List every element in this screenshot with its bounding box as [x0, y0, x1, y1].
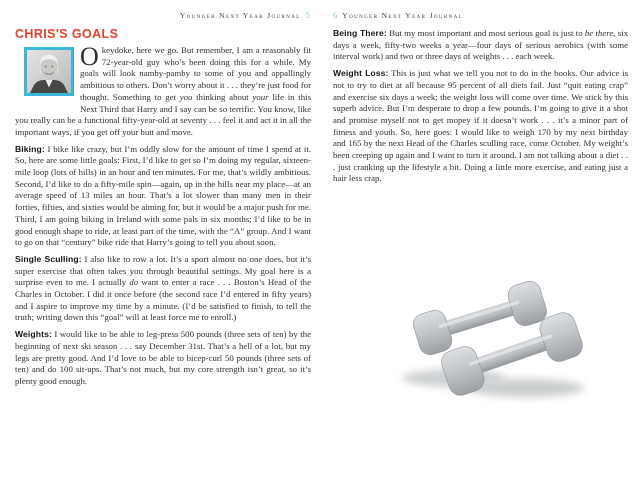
- left-page-goal-sections: [15, 144, 311, 388]
- running-head-title: Younger Next Year Journal: [179, 11, 301, 20]
- right-page-body: [333, 28, 628, 185]
- right-running-head: [333, 10, 463, 20]
- italic-text: you: [179, 91, 193, 102]
- goal-paragraph: [15, 144, 311, 249]
- body-text: I bike like crazy, but I’m oddly slow for the amount of time I spend at it. So, here are some little goals: First, I’d like to get so I’m doing my regular, sixteen-mile loop (lots of hills) in an hour and ten minutes. For me, that’s wildly ambitious. Second, I’d like to do a fifty-mile spin—again, up in the hills near my place—at an average speed of 13 miles an hour. That’s a lot slower than many men in their forties, fifties, and sixties would be aiming for, but it would be a major push for me. Third, I am going biking in Ireland with some pals in six months; I’d like to be in good enough shape to ride, at least part of the time, with the “A” group. And I want to go on that “century” bike ride that Harry’s going to tell you about soon.: [15, 143, 311, 248]
- left-running-head: [180, 10, 310, 20]
- body-text: But my most important and most serious goal is just to: [386, 28, 585, 38]
- goal-label: Being There:: [333, 28, 387, 38]
- italic-text: do: [129, 277, 139, 288]
- right-page-number: 6: [333, 10, 338, 20]
- left-page-number: 5: [305, 10, 310, 20]
- goal-paragraph: [15, 254, 311, 324]
- italic-text: your: [252, 91, 269, 102]
- chapter-heading: CHRIS'S GOALS: [15, 27, 119, 41]
- goal-label: Biking:: [15, 143, 45, 154]
- goal-label: Weights:: [15, 329, 52, 340]
- goal-paragraph: [333, 28, 628, 63]
- dumbbells-illustration: [388, 262, 600, 412]
- italic-text: be there: [584, 28, 614, 38]
- goal-label: Weight Loss:: [333, 68, 389, 79]
- left-page-body: [15, 42, 312, 388]
- body-text: keydoke, here we go. But remember, I am a reasonably fit 72-year-old guy who’s been doing this for a while. My goals will look namby-pamby to some of you and appallingly ambitious to others. Don’t worry about it . . . they’re just food for thought. Something to get: [80, 45, 311, 102]
- goal-paragraph: [333, 68, 628, 185]
- body-text: thinking about: [192, 91, 253, 102]
- body-text: life in this Next Third that Harry and I say can be so terrific. You know, like you really can be a functional fifty-year-old at seventy . . . feel it and act it in all the important ways, if you get off your butt and move.: [15, 91, 312, 137]
- right-page-goal-sections: [333, 28, 628, 185]
- body-text: I also like to row a lot. It’s a sport almost no one does, but it’s super exercise that often takes you through beautiful settings. My goal here is a surprise even to me. I actually: [15, 253, 311, 288]
- portrait-illustration: [27, 50, 71, 93]
- chris-portrait-photo: [24, 47, 74, 96]
- goal-label: Single Sculling:: [15, 253, 82, 264]
- drop-cap: O: [80, 42, 99, 71]
- goal-paragraph: [15, 329, 311, 388]
- body-text: I would like to be able to leg-press 500 pounds (three sets of ten) by the beginning of next ski season . . . say December 31st. That’s a hell of a lot, but my legs are pretty good. And I’d love to be able to bicep-curl 50 pounds (three sets of ten) and do 100 sit-ups. That’s not much, but my core strength isn’t great, so it’s plenty good enough.: [15, 329, 311, 386]
- body-text: This is just what we tell you not to do in the books. Our advice is not to try to diet at all because 95 percent of all diets fail. Just “quit eating crap” and exercise six days a week; the weight loss will come over time. We stick by this superb advice. But I’m desperate to drop a few pounds. I’m going to give it a shot and promise myself not to get mopey if it doesn’t work . . . it’s a minor part of fitness and youth. So, here goes: I would like to weigh 170 by my next birthday and 165 by the next Head of the Charles sculling race, come October. My weight’s been creeping up again and I want to turn it around. I am not talking about a diet . . . just cranking up the lifestyle a bit. Doing a little more exercise, and eating just a hair less crap.: [333, 68, 628, 184]
- body-text: , six days a week, fifty-two weeks a year—four days of serious aerobics (with some interval work) and two or three days of weights . . . each week.: [333, 28, 628, 62]
- body-text: want to enter a race . . . Boston’s Head of the Charles in October. I did it once before (the second race I’d entered in fifty years) and I aspire to improve my time by a minute. (I’d be satisfied to finish, to tell the truth; writing down this “goal” will at least force me to enroll.): [15, 277, 311, 323]
- dumbbells-photo: [388, 262, 600, 412]
- running-head-title: Younger Next Year Journal: [342, 11, 464, 20]
